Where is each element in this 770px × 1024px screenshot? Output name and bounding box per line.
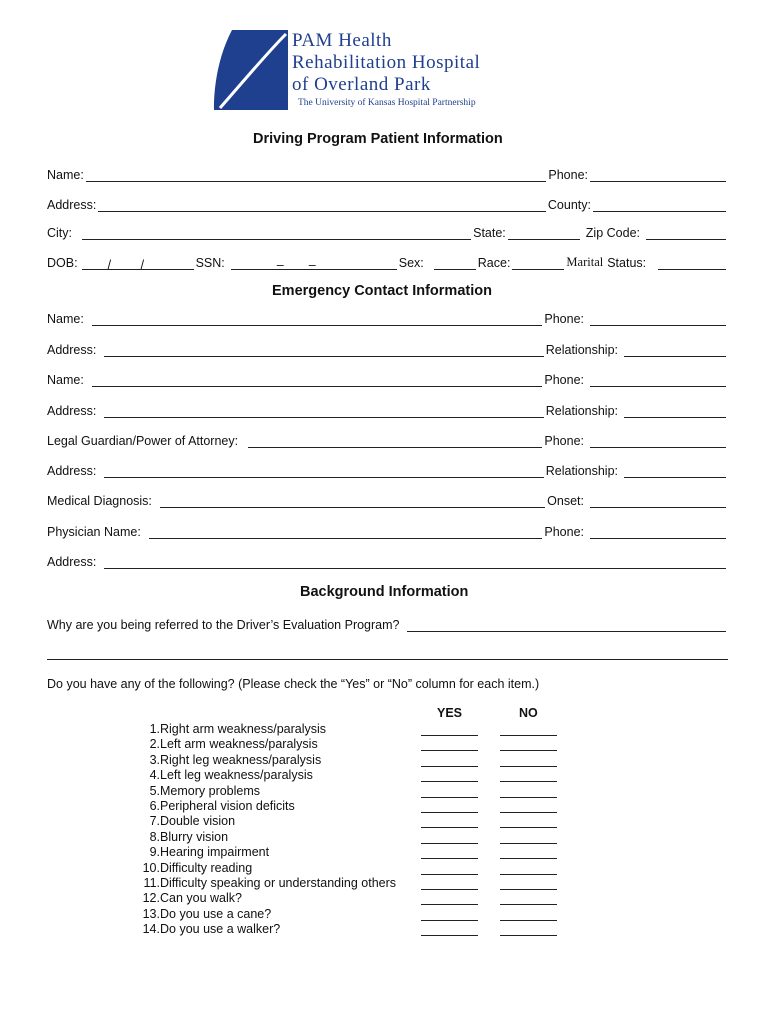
marital-status-field[interactable] [658, 255, 726, 270]
logo-line-1: PAM Health [292, 30, 392, 51]
physician-row [47, 521, 728, 539]
patient-city-row [47, 222, 728, 240]
logo-line-3: of Overland Park [292, 74, 431, 95]
patient-dob-row [47, 252, 728, 270]
logo-mark-icon [212, 28, 288, 110]
guardian-relationship-field[interactable] [624, 463, 726, 478]
onset-label: Onset: [547, 494, 584, 508]
checklist-item-label: Left arm weakness/paralysis [160, 737, 318, 752]
yes-answer-field[interactable] [421, 889, 478, 890]
checklist-item [120, 845, 570, 860]
checklist-item [120, 799, 570, 814]
checklist-item-label: Difficulty speaking or understanding others [160, 875, 397, 890]
checklist-item-label: Double vision [160, 814, 236, 829]
emergency-phone-field-1[interactable] [590, 311, 726, 326]
checklist-item-number: 13. [142, 906, 160, 921]
checklist-item [120, 907, 570, 922]
guardian-field[interactable] [248, 433, 542, 448]
emergency-phone-field-2[interactable] [590, 372, 726, 387]
county-label: County: [547, 198, 591, 212]
relationship-label: Relationship: [545, 464, 618, 478]
yes-answer-field[interactable] [421, 935, 478, 936]
checklist-item [120, 768, 570, 783]
checklist-item-number: 3. [149, 752, 160, 767]
hospital-logo [212, 28, 532, 112]
physician-label: Physician Name: [47, 525, 141, 539]
no-answer-field[interactable] [500, 904, 557, 905]
city-label: City: [47, 226, 72, 240]
logo-line-2: Rehabilitation Hospital [292, 52, 481, 73]
race-field[interactable] [512, 255, 564, 270]
yes-answer-field[interactable] [421, 904, 478, 905]
checklist-item-number: 10. [142, 860, 160, 875]
emergency-relationship-field-1[interactable] [624, 342, 726, 357]
guardian-label: Legal Guardian/Power of Attorney: [47, 434, 239, 448]
physician-address-row [47, 551, 728, 569]
no-answer-field[interactable] [500, 843, 557, 844]
name-field[interactable] [86, 167, 547, 182]
race-label: Race: [477, 256, 511, 270]
address-label: Address: [47, 198, 97, 212]
checklist-item-label: Right leg weakness/paralysis [160, 752, 322, 767]
sex-label: Sex: [398, 256, 424, 270]
marital-label: Marital [566, 255, 604, 269]
checklist-item-number: 12. [142, 891, 160, 906]
state-field[interactable] [508, 225, 580, 240]
checklist-item-label: Do you use a walker? [160, 922, 281, 937]
diagnosis-row [47, 490, 728, 508]
checklist-item [120, 737, 570, 752]
emergency-name-row-1 [47, 308, 728, 326]
checklist-item [120, 922, 570, 937]
no-answer-field[interactable] [500, 827, 557, 828]
yes-answer-field[interactable] [421, 920, 478, 921]
status-label: Status: [607, 256, 647, 270]
checklist-item-number: 9. [149, 845, 160, 860]
no-column-header: NO [519, 706, 538, 720]
checklist-item-number: 11. [143, 875, 160, 890]
address-label: Address: [47, 343, 97, 357]
name-label: Name: [47, 312, 84, 326]
name-label: Name: [47, 373, 84, 387]
address-label: Address: [47, 464, 97, 478]
guardian-address-field[interactable] [104, 463, 543, 478]
phone-label: Phone: [544, 434, 584, 448]
condition-checklist [120, 722, 570, 937]
emergency-contact-title: Emergency Contact Information [272, 283, 492, 299]
checklist-item-label: Difficulty reading [160, 860, 253, 875]
emergency-name-field-1[interactable] [92, 311, 543, 326]
guardian-row [47, 430, 728, 448]
dob-separator-1: / [107, 258, 112, 272]
checklist-item [120, 876, 570, 891]
emergency-address-row-2 [47, 400, 728, 418]
checklist-item-number: 6. [149, 798, 160, 813]
checklist-item-number: 7. [149, 814, 160, 829]
zip-label: Zip Code: [585, 226, 640, 240]
checklist-item [120, 891, 570, 906]
checklist-item-label: Right arm weakness/paralysis [160, 722, 327, 736]
state-label: State: [473, 226, 506, 240]
yes-column-header: YES [437, 706, 463, 720]
checklist-item [120, 722, 570, 737]
checklist-item-number: 2. [149, 737, 160, 752]
checklist-item-number: 1. [149, 722, 160, 736]
no-answer-field[interactable] [500, 812, 557, 813]
no-answer-field[interactable] [500, 797, 557, 798]
checklist-item [120, 861, 570, 876]
no-answer-field[interactable] [500, 766, 557, 767]
phone-label: Phone: [544, 525, 584, 539]
checklist-item [120, 830, 570, 845]
logo-line-4: The University of Kansas Hospital Partnership [298, 98, 476, 108]
patient-address-row [47, 194, 728, 212]
city-field[interactable] [82, 225, 471, 240]
ssn-separator-2: – [308, 258, 316, 272]
checklist-item-number: 8. [149, 829, 160, 844]
referral-question: Why are you being referred to the Driver’s Evaluation Program? [47, 618, 400, 632]
phone-label: Phone: [548, 168, 588, 182]
emergency-address-field-1[interactable] [104, 342, 543, 357]
checklist-item [120, 814, 570, 829]
emergency-name-field-2[interactable] [92, 372, 543, 387]
no-answer-field[interactable] [500, 858, 557, 859]
yes-answer-field[interactable] [421, 827, 478, 828]
yes-answer-field[interactable] [421, 843, 478, 844]
ssn-field[interactable] [231, 255, 397, 270]
phone-label: Phone: [544, 312, 584, 326]
diagnosis-field[interactable] [160, 493, 545, 508]
onset-field[interactable] [590, 493, 726, 508]
yes-answer-field[interactable] [421, 797, 478, 798]
checklist-item-number: 5. [149, 783, 160, 798]
checklist-item-number: 4. [149, 768, 160, 783]
registered-mark: ® [280, 100, 286, 109]
yes-answer-field[interactable] [421, 812, 478, 813]
checklist-item [120, 753, 570, 768]
address-field[interactable] [98, 197, 546, 212]
yes-answer-field[interactable] [421, 874, 478, 875]
yes-answer-field[interactable] [421, 750, 478, 751]
no-answer-field[interactable] [500, 874, 557, 875]
checklist-item-number: 14. [142, 922, 160, 937]
physician-address-field[interactable] [104, 554, 726, 569]
county-field[interactable] [593, 197, 726, 212]
checklist-item-label: Do you use a cane? [160, 906, 272, 921]
sex-field[interactable] [434, 255, 476, 270]
dob-label: DOB: [47, 256, 78, 270]
address-label: Address: [47, 404, 97, 418]
no-answer-field[interactable] [500, 889, 557, 890]
checklist-item-label: Memory problems [160, 783, 261, 798]
checklist-item [120, 784, 570, 799]
physician-field[interactable] [149, 524, 543, 539]
yes-answer-field[interactable] [421, 858, 478, 859]
no-answer-field[interactable] [500, 781, 557, 782]
no-answer-field[interactable] [500, 920, 557, 921]
zip-field[interactable] [646, 225, 726, 240]
no-answer-field[interactable] [500, 750, 557, 751]
emergency-address-field-2[interactable] [104, 403, 543, 418]
patient-name-row [47, 164, 728, 182]
emergency-address-row-1 [47, 339, 728, 357]
yes-answer-field[interactable] [421, 766, 478, 767]
yes-answer-field[interactable] [421, 735, 478, 736]
checklist-item-label: Blurry vision [160, 829, 229, 844]
address-label: Address: [47, 555, 97, 569]
checklist-item-label: Can you walk? [160, 891, 242, 906]
referral-answer-field[interactable] [407, 617, 726, 632]
no-answer-field[interactable] [500, 735, 557, 736]
relationship-label: Relationship: [545, 343, 618, 357]
relationship-label: Relationship: [545, 404, 618, 418]
background-title: Background Information [300, 584, 469, 600]
emergency-relationship-field-2[interactable] [624, 403, 726, 418]
yes-answer-field[interactable] [421, 781, 478, 782]
ssn-separator-1: – [276, 258, 284, 272]
no-answer-field[interactable] [500, 935, 557, 936]
checklist-item-label: Peripheral vision deficits [160, 798, 295, 813]
referral-row [47, 614, 728, 632]
diagnosis-label: Medical Diagnosis: [47, 494, 152, 508]
phone-field[interactable] [590, 167, 726, 182]
checklist-item-label: Hearing impairment [160, 845, 270, 860]
name-label: Name: [47, 168, 84, 182]
referral-answer-line-2[interactable] [47, 659, 728, 660]
dob-field[interactable] [82, 255, 194, 270]
guardian-address-row [47, 460, 728, 478]
ssn-label: SSN: [195, 256, 225, 270]
guardian-phone-field[interactable] [590, 433, 726, 448]
physician-phone-field[interactable] [590, 524, 726, 539]
dob-separator-2: / [140, 258, 145, 272]
emergency-name-row-2 [47, 369, 728, 387]
checklist-item-label: Left leg weakness/paralysis [160, 768, 313, 783]
patient-info-title: Driving Program Patient Information [253, 131, 503, 147]
checklist-instructions: Do you have any of the following? (Please check the “Yes” or “No” column for each item.) [47, 677, 540, 691]
phone-label: Phone: [544, 373, 584, 387]
